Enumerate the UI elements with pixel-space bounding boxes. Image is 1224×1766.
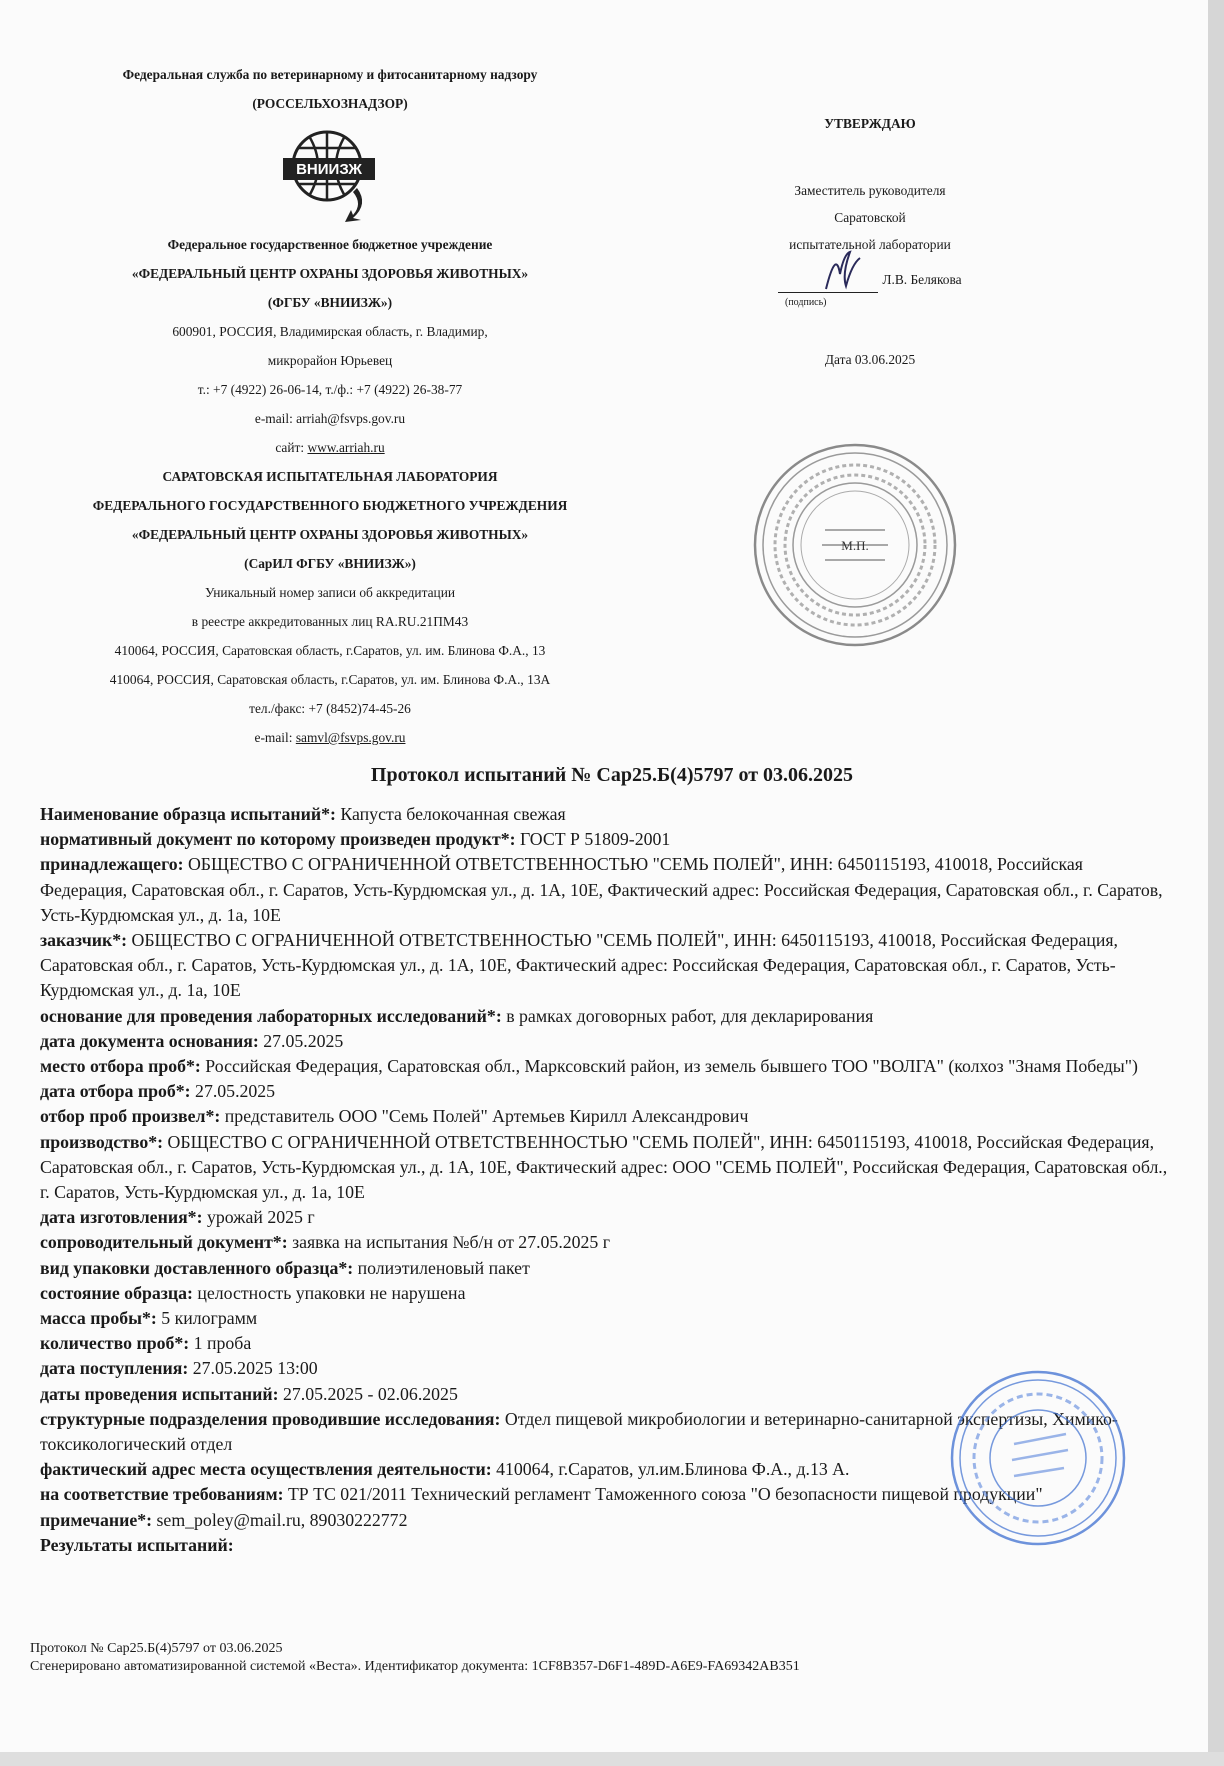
scan-edge — [1208, 0, 1224, 1766]
footer-generated-by: Сгенерировано автоматизированной системой «Веста». Идентификатор документа: 1CF8B357-D6F1-489D-A6E9-FA69342AB351 — [30, 1659, 800, 1674]
protocol-field — [40, 928, 1170, 1004]
field-label: даты проведения испытаний: — [40, 1383, 279, 1404]
field-label: сопроводительный документ*: — [40, 1232, 288, 1253]
signature-caption: (подпись) — [785, 297, 827, 308]
field-value: 27.05.2025 — [258, 1030, 344, 1051]
vniizzh-logo-icon — [265, 124, 395, 224]
field-label: заказчик*: — [40, 930, 128, 951]
protocol-field — [40, 1230, 1170, 1255]
agency-name: Федеральная служба по ветеринарному и фитосанитарному надзору — [122, 67, 538, 82]
protocol-field — [40, 802, 1170, 827]
accreditation-line-2: в реестре аккредитованных лиц RA.RU.21ПМ43 — [191, 614, 469, 629]
institution-email: e-mail: arriah@fsvps.gov.ru — [254, 411, 406, 426]
approver-name: Л.В. Белякова — [882, 272, 962, 287]
protocol-field — [40, 1054, 1170, 1079]
field-value: sem_poley@mail.ru, 89030222772 — [152, 1509, 408, 1530]
lab-name-1: САРАТОВСКАЯ ИСПЫТАТЕЛЬНАЯ ЛАБОРАТОРИЯ — [162, 469, 498, 484]
field-value: в рамках договорных работ, для декларирования — [501, 1005, 874, 1026]
field-label: принадлежащего: — [40, 854, 184, 875]
field-label: примечание*: — [40, 1509, 153, 1530]
field-value: 1 проба — [189, 1333, 252, 1354]
field-value: заявка на испытания №б/н от 27.05.2025 г — [287, 1232, 611, 1253]
field-value: Отдел пищевой микробиологии и ветеринарно-санитарной экспертизы, Химико-токсикологический отдел — [40, 1408, 1118, 1455]
field-value: представитель ООО "Семь Полей" Артемьев Кирилл Александрович — [220, 1106, 749, 1127]
field-label: производство*: — [40, 1131, 164, 1152]
signature-line — [745, 264, 995, 293]
approver-position-2: Саратовской — [834, 210, 906, 225]
field-label: дата документа основания: — [40, 1030, 259, 1051]
approver-position-3: испытательной лаборатории — [789, 237, 951, 252]
field-label: место отбора проб*: — [40, 1056, 201, 1077]
lab-short: (СарИЛ ФГБУ «ВНИИЗЖ») — [244, 556, 416, 571]
field-value: урожай 2025 г — [202, 1207, 315, 1228]
lab-phone: тел./факс: +7 (8452)74-45-26 — [249, 701, 411, 716]
logo-text: ВНИИЗЖ — [296, 161, 362, 178]
field-value: 5 килограмм — [156, 1308, 258, 1329]
protocol-title: Протокол испытаний № Сар25.Б(4)5797 от 03.06.2025 — [370, 764, 854, 786]
lab-email — [40, 723, 620, 752]
round-seal-stamp — [750, 440, 960, 650]
field-value: Капуста белокочанная свежая — [335, 804, 566, 824]
protocol-field — [40, 1306, 1170, 1331]
field-value: 27.05.2025 - 02.06.2025 — [278, 1383, 458, 1404]
lab-email-label: e-mail: — [254, 730, 296, 745]
field-value: ОБЩЕСТВО С ОГРАНИЧЕННОЙ ОТВЕТСТВЕННОСТЬЮ "СЕМЬ ПОЛЕЙ", ИНН: 6450115193, 410018, Российская Федерация, Саратовская обл., г. Саратов, Усть-Курдюмская ул., д. 1А, 10Е, Фактический адрес: Российская Федерация, Саратовская обл., г. Саратов, Усть-Курдюмская ул., д. 1а, 10Е — [40, 854, 1163, 925]
field-label: состояние образца: — [40, 1282, 193, 1303]
field-value: 27.05.2025 — [190, 1081, 276, 1102]
page-footer — [30, 1640, 1180, 1676]
accreditation-line-1: Уникальный номер записи об аккредитации — [204, 585, 456, 600]
institution-phone: т.: +7 (4922) 26-06-14, т./ф.: +7 (4922) 26-38-77 — [197, 382, 463, 397]
protocol-field — [40, 852, 1170, 928]
field-label: отбор проб произвел*: — [40, 1106, 221, 1127]
field-label: дата поступления: — [40, 1358, 189, 1379]
footer-protocol-ref: Протокол № Сар25.Б(4)5797 от 03.06.2025 — [30, 1641, 283, 1656]
institution-short: (ФГБУ «ВНИИЗЖ») — [267, 295, 393, 310]
institution-type: Федеральное государственное бюджетное учреждение — [167, 237, 493, 252]
field-value: ТР ТС 021/2011 Технический регламент Таможенного союза "О безопасности пищевой продукции" — [283, 1484, 1043, 1505]
field-value: 410064, г.Саратов, ул.им.Блинова Ф.А., д.13 А. — [491, 1459, 850, 1480]
letterhead — [40, 60, 620, 752]
field-label: Наименование образца испытаний*: — [40, 804, 336, 824]
protocol-field — [40, 1281, 1170, 1306]
site-label: сайт: — [275, 440, 308, 455]
site-link[interactable]: www.arriah.ru — [307, 440, 385, 455]
institution-site — [40, 433, 620, 462]
field-label: основание для проведения лабораторных исследований*: — [40, 1005, 502, 1026]
institution-address-2: микрорайон Юрьевец — [267, 353, 393, 368]
protocol-field — [40, 1256, 1170, 1281]
field-label: масса пробы*: — [40, 1308, 157, 1329]
lab-address-1: 410064, РОССИЯ, Саратовская область, г.Саратов, ул. им. Блинова Ф.А., 13 — [114, 643, 546, 658]
field-label: Результаты испытаний: — [40, 1534, 234, 1555]
field-label: дата изготовления*: — [40, 1207, 203, 1228]
field-value: ОБЩЕСТВО С ОГРАНИЧЕННОЙ ОТВЕТСТВЕННОСТЬЮ "СЕМЬ ПОЛЕЙ", ИНН: 6450115193, 410018, Российская Федерация, Саратовская обл., г. Саратов, Усть-Курдюмская ул., д. 1А, 10Е, Фактический адрес: Российская Федерация, Саратовская обл., г. Саратов, Усть-Курдюмская ул., д. 1а, 10Е — [40, 930, 1118, 1001]
institution-name: «ФЕДЕРАЛЬНЫЙ ЦЕНТР ОХРАНЫ ЗДОРОВЬЯ ЖИВОТНЫХ» — [131, 266, 529, 281]
protocol-field — [40, 1004, 1170, 1029]
approval-block — [745, 110, 995, 373]
field-value: 27.05.2025 13:00 — [188, 1358, 318, 1379]
field-label: структурные подразделения проводившие исследования: — [40, 1408, 501, 1429]
field-value: Российская Федерация, Саратовская обл., Марксовский район, из земель бывшего ТОО "ВОЛГА" (колхоз "Знамя Победы") — [200, 1056, 1138, 1077]
approver-position-1: Заместитель руководителя — [794, 183, 946, 198]
field-label: количество проб*: — [40, 1333, 190, 1354]
approval-date: Дата 03.06.2025 — [824, 352, 916, 367]
field-label: нормативный документ по которому произведен продукт*: — [40, 829, 516, 850]
protocol-field — [40, 1104, 1170, 1129]
protocol-field — [40, 1079, 1170, 1104]
lab-email-link[interactable]: samvl@fsvps.gov.ru — [295, 730, 406, 745]
agency-short: (РОССЕЛЬХОЗНАДЗОР) — [252, 96, 408, 111]
field-value: целостность упаковки не нарушена — [192, 1282, 466, 1303]
handwritten-signature — [816, 244, 866, 294]
signature-blank — [778, 264, 878, 293]
lab-name-3: «ФЕДЕРАЛЬНЫЙ ЦЕНТР ОХРАНЫ ЗДОРОВЬЯ ЖИВОТНЫХ» — [131, 527, 529, 542]
lab-name-2: ФЕДЕРАЛЬНОГО ГОСУДАРСТВЕННОГО БЮДЖЕТНОГО УЧРЕЖДЕНИЯ — [92, 498, 568, 513]
protocol-field — [40, 1029, 1170, 1054]
protocol-field — [40, 827, 1170, 852]
field-value: ГОСТ Р 51809-2001 — [515, 829, 671, 850]
field-label: дата отбора проб*: — [40, 1081, 191, 1102]
approval-title: УТВЕРЖДАЮ — [824, 116, 916, 131]
field-label: фактический адрес места осуществления деятельности: — [40, 1459, 492, 1480]
field-value: ОБЩЕСТВО С ОГРАНИЧЕННОЙ ОТВЕТСТВЕННОСТЬЮ "СЕМЬ ПОЛЕЙ", ИНН: 6450115193, 410018, Российская Федерация, Саратовская обл., г. Саратов, Усть-Курдюмская ул., д. 1А, 10Е, Фактический адрес: ООО "СЕМЬ ПОЛЕЙ", Российская Федерация, Саратовская обл., г. Саратов, Усть-Курдюмская ул., д. 1а, 10Е — [40, 1131, 1168, 1203]
field-label: вид упаковки доставленного образца*: — [40, 1257, 354, 1278]
scan-bottom-edge — [0, 1752, 1224, 1766]
protocol-field — [40, 1130, 1170, 1206]
lab-address-2: 410064, РОССИЯ, Саратовская область, г.Саратов, ул. им. Блинова Ф.А., 13А — [109, 672, 551, 687]
field-value: полиэтиленовый пакет — [353, 1257, 530, 1278]
institution-address-1: 600901, РОССИЯ, Владимирская область, г. Владимир, — [172, 324, 488, 339]
protocol-field — [40, 1205, 1170, 1230]
protocol-field — [40, 1331, 1170, 1356]
field-label: на соответствие требованиям: — [40, 1484, 284, 1505]
blue-certification-stamp — [948, 1368, 1128, 1548]
stamp-label: М.П. — [841, 538, 869, 553]
